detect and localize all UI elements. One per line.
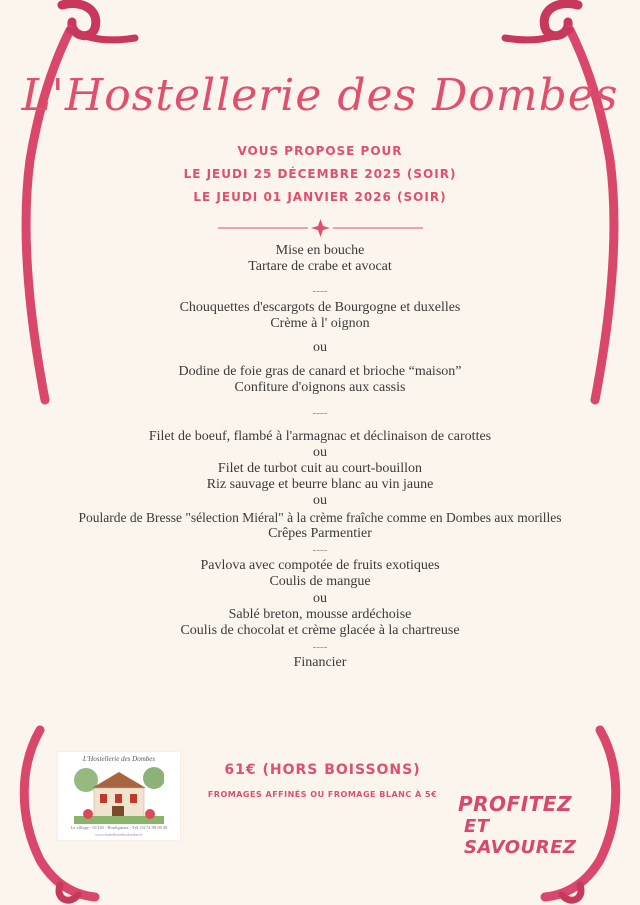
menu-or: ou: [313, 339, 327, 355]
menu-line: Filet de boeuf, flambé à l'armagnac et déclinaison de carottes: [148, 428, 492, 444]
cheese-note: FROMAGES AFFINÉS OU FROMAGE BLANC À 5€: [207, 790, 438, 799]
restaurant-title: L'Hostellerie des Dombes: [21, 70, 619, 121]
menu-line: Crêpes Parmentier: [268, 525, 372, 541]
slogan-line-2: ET SAVOUREZ: [464, 816, 577, 858]
menu-separator: ----: [312, 285, 328, 298]
menu-line: Riz sauvage et beurre blanc au vin jaune: [206, 477, 434, 493]
menu-line: Filet de turbot cuit au court-bouillon: [217, 461, 423, 477]
slogan-line-1: PROFITEZ: [458, 792, 572, 816]
menu-line: Pavlova avec compotée de fruits exotiques: [200, 558, 440, 574]
date-line-2: LE JEUDI 01 JANVIER 2026 (SOIR): [193, 190, 447, 204]
card-website: www.hostelleriedesdombes.fr: [95, 832, 143, 837]
menu-line: Coulis de chocolat et crème glacée à la chartreuse: [180, 622, 460, 638]
card-address: Le village - 01330 - Bouligneux - Tél. 04 74 98 08 40: [70, 825, 168, 830]
menu-line: Crème à l' oignon: [270, 315, 370, 331]
house-illustration: [74, 766, 164, 824]
menu-line: Financier: [293, 655, 347, 671]
menu-separator: ----: [312, 641, 328, 654]
restaurant-card: [58, 752, 180, 840]
card-title: L'Hostellerie des Dombes: [82, 755, 156, 763]
menu-line: Confiture d'oignons aux cassis: [234, 380, 406, 396]
slogan: [458, 792, 598, 858]
menu-line: Poularde de Bresse "sélection Miéral" à la crème fraîche comme en Dombes aux morilles: [78, 509, 562, 525]
price-text: 61€ (HORS BOISSONS): [224, 762, 421, 778]
menu-line: Mise en bouche: [275, 243, 365, 258]
menu-line: Sablé breton, mousse ardéchoise: [228, 606, 412, 622]
menu-line: Chouquettes d'escargots de Bourgogne et duxelles: [179, 299, 461, 315]
ornament-divider: [218, 218, 423, 238]
menu-line: Coulis de mangue: [269, 574, 371, 590]
menu-list: [0, 243, 640, 672]
menu-line: Tartare de crabe et avocat: [248, 259, 392, 275]
menu-or: ou: [313, 444, 327, 460]
date-line-1: LE JEUDI 25 DÉCEMBRE 2025 (SOIR): [183, 167, 457, 181]
intro-text: VOUS PROPOSE POUR: [237, 144, 403, 158]
menu-separator: ----: [312, 406, 328, 419]
menu-or: ou: [313, 590, 327, 606]
menu-separator: ----: [312, 544, 328, 556]
star-icon: [311, 219, 330, 237]
menu-or: ou: [313, 493, 327, 509]
menu-line: Dodine de foie gras de canard et brioche “maison”: [178, 364, 462, 380]
